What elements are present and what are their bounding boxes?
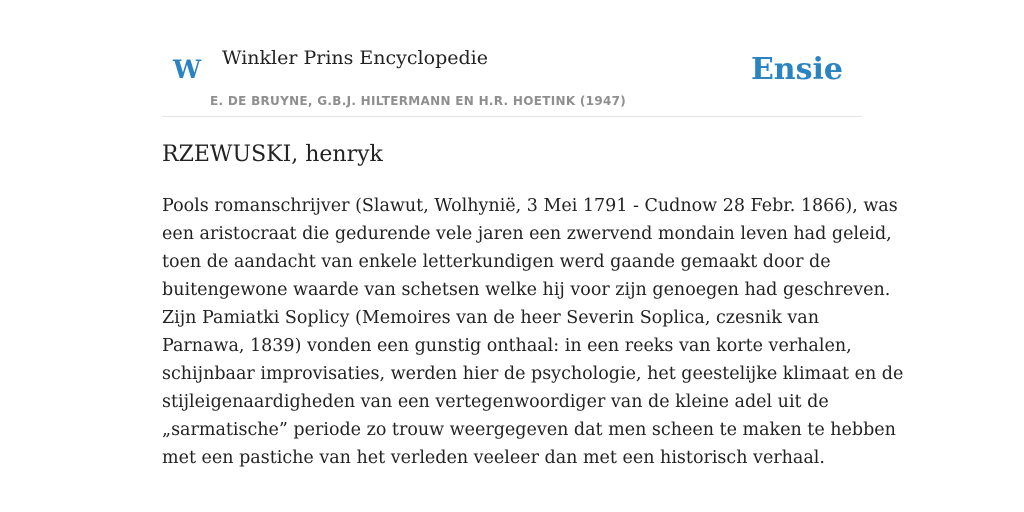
article-line: „sarmatische” periode zo trouw weergegeven dat men scheen te maken te hebben bbox=[162, 420, 896, 440]
article-line: stijleigenaardigheden van een vertegenwoordiger van de kleine adel uit de bbox=[162, 392, 829, 412]
article-body bbox=[162, 192, 904, 472]
article-line: Zijn Pamiatki Soplicy (Memoires van de heer Severin Soplica, czesnik van bbox=[162, 308, 819, 328]
article-line: toen de aandacht van enkele letterkundigen werd gaande gemaakt door de bbox=[162, 252, 831, 272]
winkler-prins-logo[interactable]: W bbox=[173, 55, 202, 84]
article-line: Parnawa, 1839) vonden een gunstig onthaal: in een reeks van korte verhalen, bbox=[162, 336, 852, 356]
publication-title[interactable]: Winkler Prins Encyclopedie bbox=[222, 47, 488, 69]
article-title: RZEWUSKI, henryk bbox=[162, 142, 383, 167]
article-line: buitengewone waarde van schetsen welke hij voor zijn genoegen had geschreven. bbox=[162, 280, 891, 300]
publication-authors: E. DE BRUYNE, G.B.J. HILTERMANN EN H.R. HOETINK (1947) bbox=[210, 94, 627, 108]
ensie-brand-logo[interactable]: Ensie bbox=[750, 52, 843, 87]
article-line: met een pastiche van het verleden veeleer dan met een historisch verhaal. bbox=[162, 448, 825, 468]
article-line: schijnbaar improvisaties, werden hier de psychologie, het geestelijke klimaat en de bbox=[162, 364, 904, 384]
article-line: een aristocraat die gedurende vele jaren een zwervend mondain leven had geleid, bbox=[162, 224, 892, 244]
article-line: Pools romanschrijver (Slawut, Wolhynië, 3 Mei 1791 - Cudnow 28 Febr. 1866), was bbox=[162, 196, 898, 216]
encyclopedia-header bbox=[162, 0, 862, 117]
